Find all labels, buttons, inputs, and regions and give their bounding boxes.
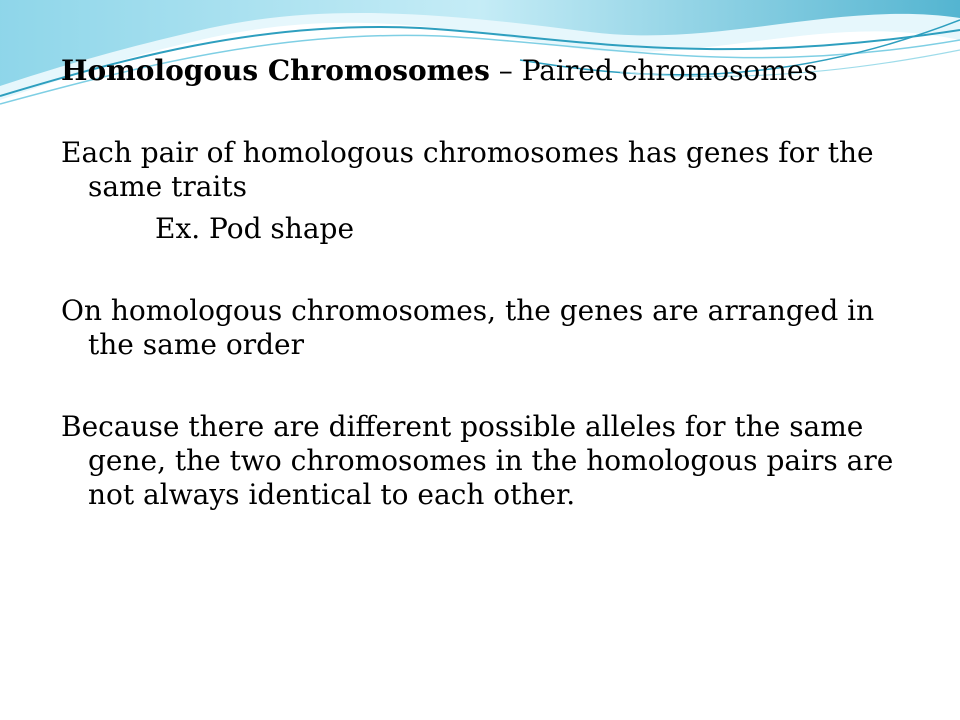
spacer [61, 362, 921, 410]
genes-same-traits-paragraph: Each pair of homologous chromosomes has genes for the same traits [61, 136, 874, 203]
slide-body [61, 54, 921, 512]
gene-order-paragraph: On homologous chromosomes, the genes are arranged in the same order [61, 294, 875, 361]
definition-paragraph [61, 54, 921, 88]
spacer [61, 88, 921, 136]
spacer [61, 204, 921, 212]
spacer [61, 246, 921, 294]
alleles-paragraph: Because there are different possible alleles for the same gene, the two chromosomes in the homologous pairs are not always identical to each other. [61, 410, 894, 511]
example-pod-shape: Ex. Pod shape [155, 212, 355, 245]
term-definition: – Paired chromosomes [489, 54, 818, 87]
term-homologous-chromosomes: Homologous Chromosomes [61, 54, 490, 87]
